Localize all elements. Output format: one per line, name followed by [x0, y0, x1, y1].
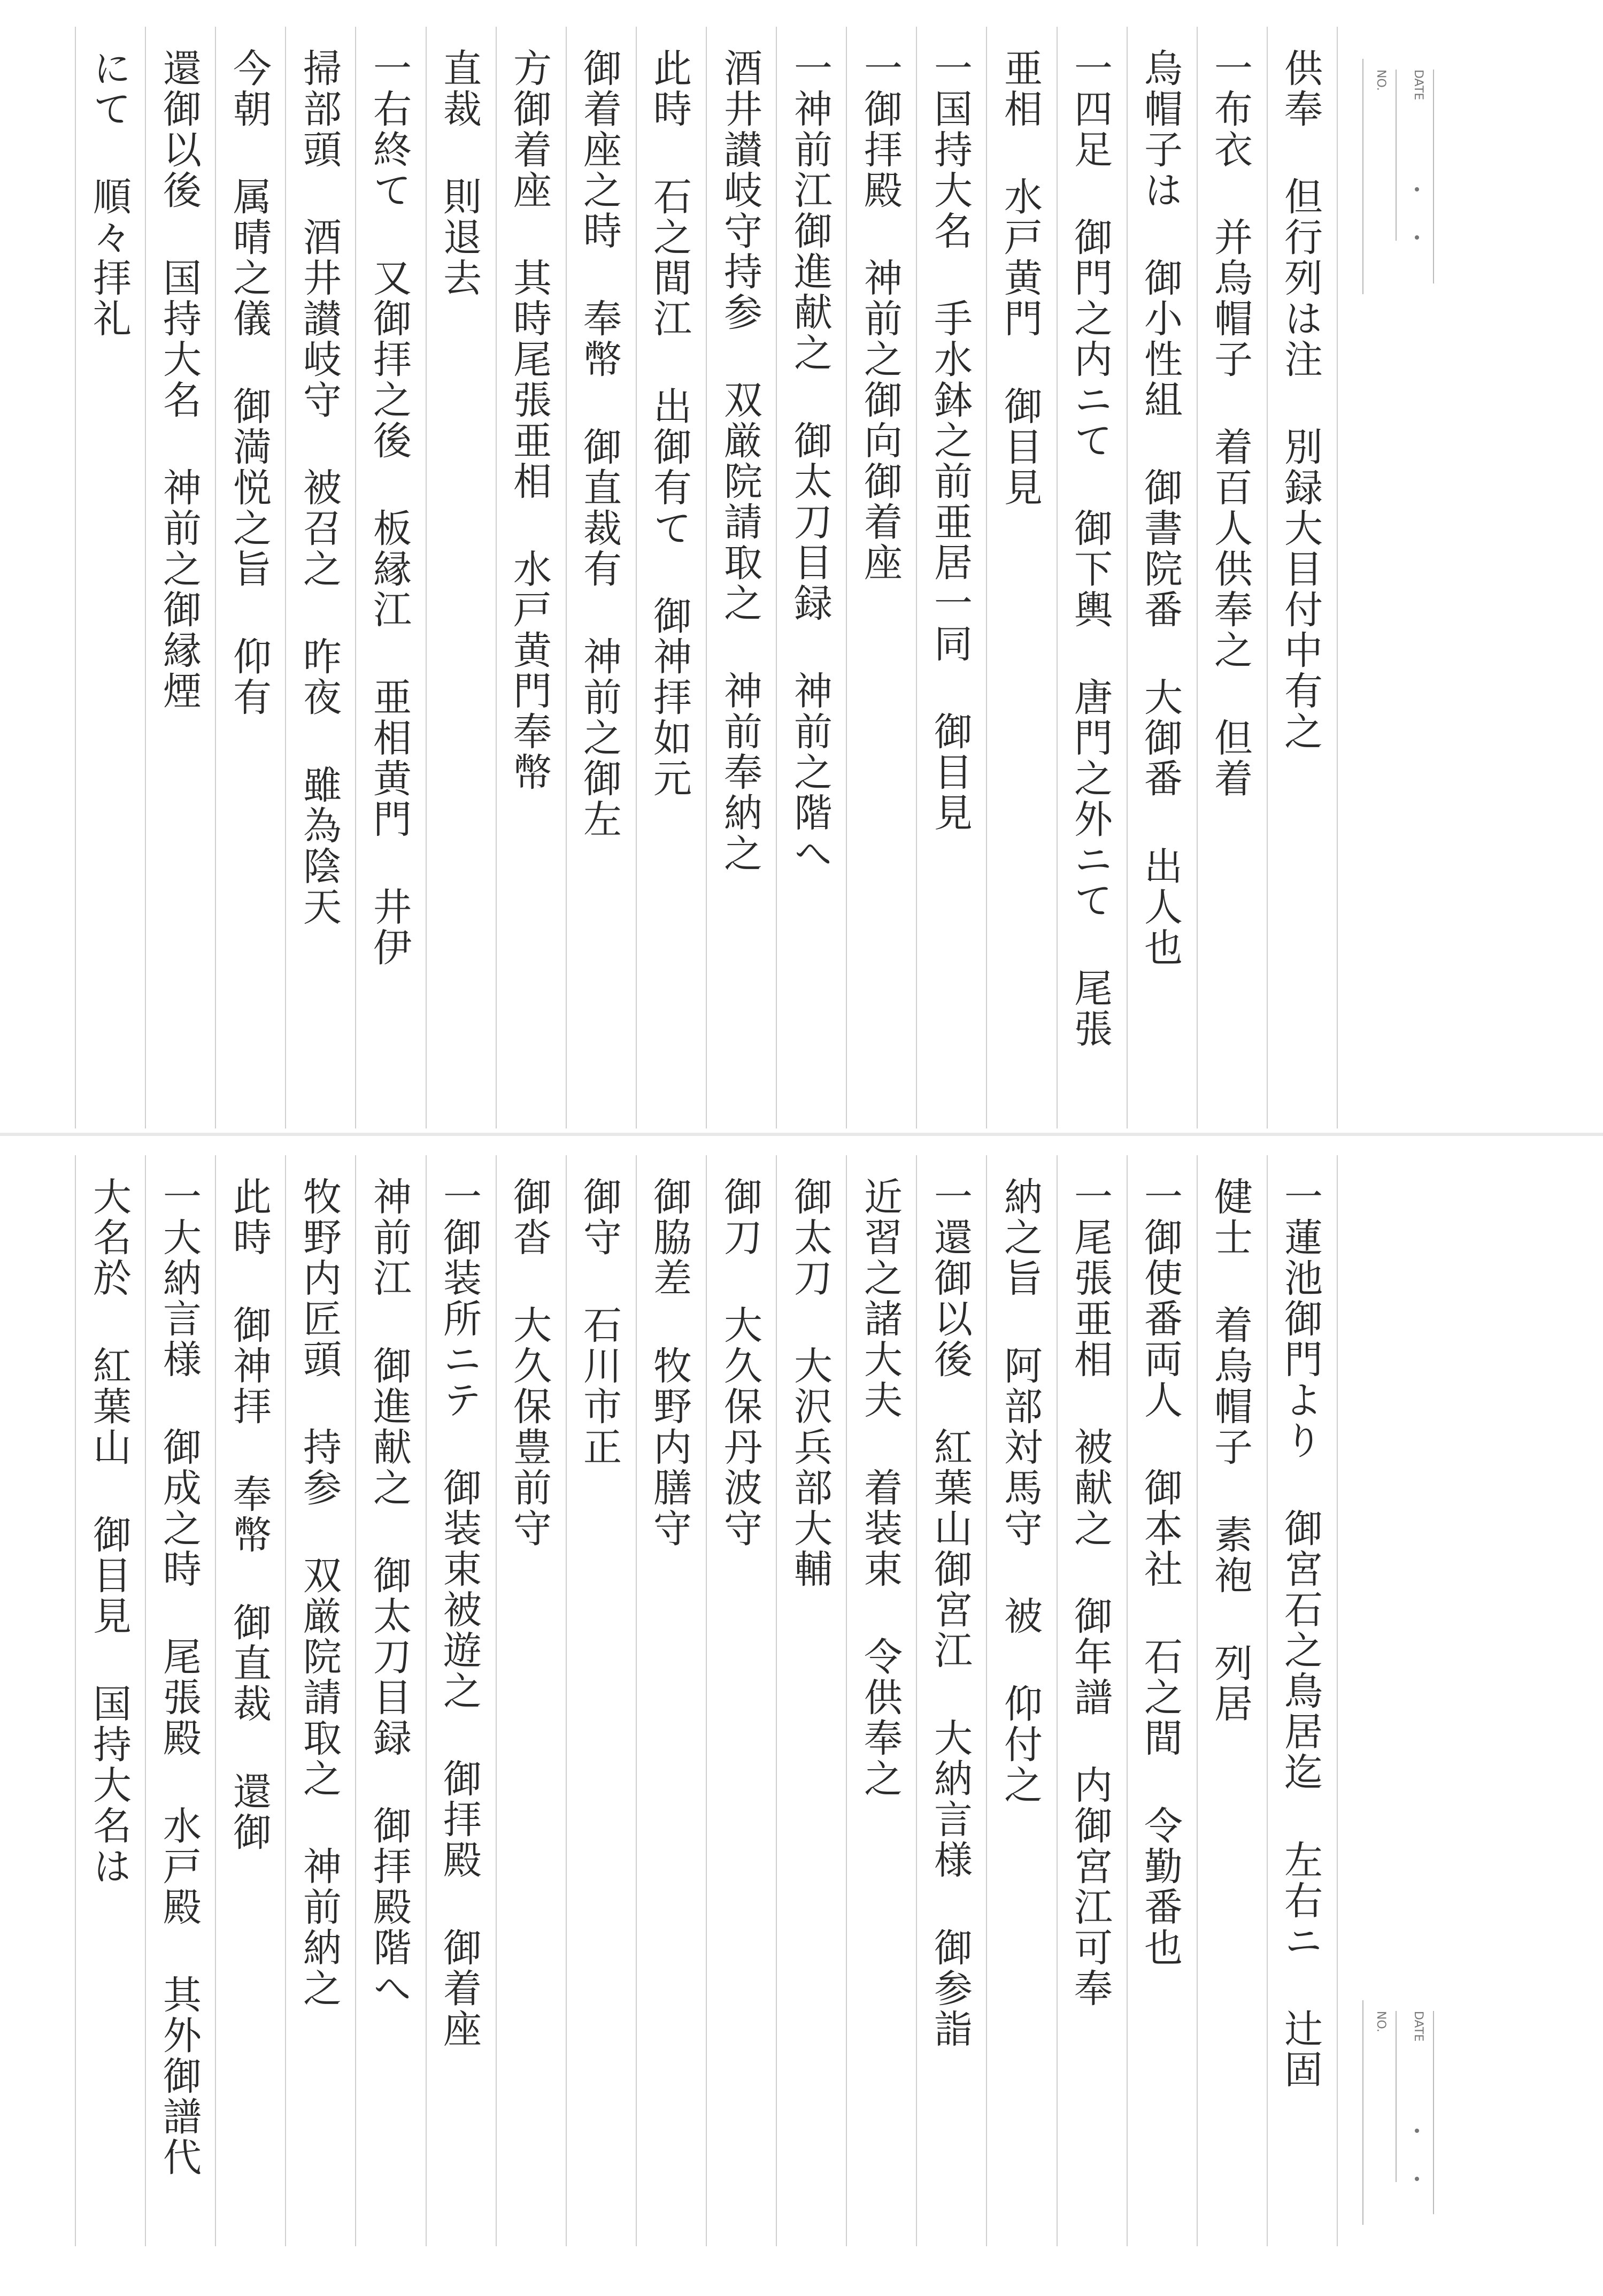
no-label: NO.	[1374, 70, 1388, 91]
text-column: 直裁 則退去	[437, 48, 482, 298]
date-field-line	[1433, 70, 1434, 283]
ruled-line	[285, 1155, 286, 2246]
no-field-line	[1396, 70, 1397, 241]
ruled-line	[706, 27, 707, 1128]
ruled-line	[355, 1155, 356, 2246]
page-header	[1362, 2000, 1470, 2225]
text-column: 一御拝殿 神前之御向御着座	[858, 48, 903, 583]
date-field-line	[1433, 2011, 1434, 2214]
text-column: 御守 石川市正	[577, 1177, 622, 1468]
page-header	[1362, 59, 1470, 294]
ruled-line	[1127, 1155, 1128, 2246]
ruled-line	[846, 1155, 847, 2246]
text-column: 方御着座 其時尾張亜相 水戸黄門奉幣	[507, 48, 552, 793]
ruled-line	[566, 27, 567, 1128]
text-column: 還御以後 国持大名 神前之御縁煙	[157, 48, 202, 711]
ruled-line	[1267, 27, 1268, 1128]
ruled-line	[636, 27, 637, 1128]
date-dot	[1415, 2177, 1419, 2181]
notebook-page-bottom	[64, 1155, 1476, 2246]
ruled-line	[75, 27, 76, 1128]
ruled-line	[986, 1155, 987, 2246]
notebook-page-top	[64, 27, 1476, 1128]
ruled-line	[776, 27, 777, 1128]
no-field-line	[1396, 2011, 1397, 2182]
ruled-line	[75, 1155, 76, 2246]
text-column: 一四足 御門之内ニて 御下輿 唐門之外ニて 尾張	[1068, 48, 1113, 1049]
ruled-line	[496, 27, 497, 1128]
date-dot	[1415, 235, 1419, 240]
ruled-line	[285, 27, 286, 1128]
text-column: 掃部頭 酒井讃岐守 被召之 昨夜 雖為陰天	[297, 48, 342, 927]
text-column: 健士 着烏帽子 素袍 列居	[1208, 1177, 1253, 1724]
text-column: 御脇差 牧野内膳守	[647, 1177, 692, 1549]
ruled-line	[1127, 27, 1128, 1128]
text-column: 牧野内匠頭 持参 双厳院請取之 神前納之	[297, 1177, 342, 2009]
text-column: 一右終て 又御拝之後 板縁江 亜相黄門 井伊	[367, 48, 412, 968]
ruled-line	[916, 27, 917, 1128]
ruled-line	[846, 27, 847, 1128]
text-column: にて 順々拝礼	[87, 48, 132, 339]
ruled-line	[355, 27, 356, 1128]
date-dot	[1415, 2129, 1419, 2133]
text-column: 御太刀 大沢兵部大輔	[788, 1177, 833, 1589]
ruled-line	[215, 1155, 216, 2246]
text-column: 亜相 水戸黄門 御目見	[998, 48, 1043, 508]
ruled-line	[1057, 27, 1058, 1128]
text-column: 御沓 大久保豊前守	[507, 1177, 552, 1549]
ruled-line	[1057, 1155, 1058, 2246]
text-column: 一蓮池御門より 御宮石之鳥居迄 左右ニ 辻固	[1278, 1177, 1323, 2090]
text-column: 大名於 紅葉山 御目見 国持大名は	[87, 1177, 132, 1887]
text-column: 一御装所ニテ 御装束被遊之 御拝殿 御着座	[437, 1177, 482, 2049]
ruled-line	[1197, 1155, 1198, 2246]
text-column: 一国持大名 手水鉢之前亜居一同 御目見	[928, 48, 973, 833]
no-label: NO.	[1374, 2011, 1388, 2032]
text-column: 一神前江御進献之 御太刀目録 神前之階へ	[788, 48, 833, 874]
ruled-line	[1267, 1155, 1268, 2246]
text-column: 烏帽子は 御小性組 御書院番 大御番 出人也	[1138, 48, 1183, 968]
ruled-line	[426, 27, 427, 1128]
ruled-line	[215, 27, 216, 1128]
text-column: 供奉 但行列は注 別録大目付中有之	[1278, 48, 1323, 752]
text-column: 神前江 御進献之 御太刀目録 御拝殿階へ	[367, 1177, 412, 2009]
ruled-line	[1197, 27, 1198, 1128]
text-column: 御着座之時 奉幣 御直裁有 神前之御左	[577, 48, 622, 840]
ruled-line	[986, 27, 987, 1128]
text-column: 一大納言様 御成之時 尾張殿 水戸殿 其外御譜代	[157, 1177, 202, 2178]
ruled-line	[776, 1155, 777, 2246]
date-label: DATE	[1412, 70, 1425, 101]
ruled-line	[426, 1155, 427, 2246]
ruled-line	[496, 1155, 497, 2246]
ruled-line	[706, 1155, 707, 2246]
ruled-line	[566, 1155, 567, 2246]
date-label: DATE	[1412, 2011, 1425, 2042]
text-column: 近習之諸大夫 着装束 令供奉之	[858, 1177, 903, 1799]
text-column: 一還御以後 紅葉山御宮江 大納言様 御参詣	[928, 1177, 973, 2049]
text-column: 酒井讃岐守持参 双厳院請取之 神前奉納之	[718, 48, 762, 874]
text-column: 納之旨 阿部対馬守 被 仰付之	[998, 1177, 1043, 1806]
text-column: 一御使番両人 御本社 石之間 令勤番也	[1138, 1177, 1183, 1968]
text-column: 一布衣 并烏帽子 着百人供奉之 但着	[1208, 48, 1253, 799]
ruled-line	[916, 1155, 917, 2246]
page-separator	[0, 1133, 1603, 1136]
text-column: 一尾張亜相 被献之 御年譜 内御宮江可奉	[1068, 1177, 1113, 2009]
text-column: 今朝 属晴之儀 御満悦之旨 仰有	[227, 48, 272, 718]
text-column: 此時 御神拝 奉幣 御直裁 還御	[227, 1177, 272, 1853]
date-dot	[1415, 187, 1419, 191]
text-column: 此時 石之間江 出御有て 御神拝如元	[647, 48, 692, 799]
text-column: 御刀 大久保丹波守	[718, 1177, 762, 1549]
ruled-line	[145, 1155, 146, 2246]
ruled-line	[145, 27, 146, 1128]
ruled-line	[636, 1155, 637, 2246]
ruled-line	[1337, 27, 1338, 1128]
ruled-line	[1337, 1155, 1338, 2246]
